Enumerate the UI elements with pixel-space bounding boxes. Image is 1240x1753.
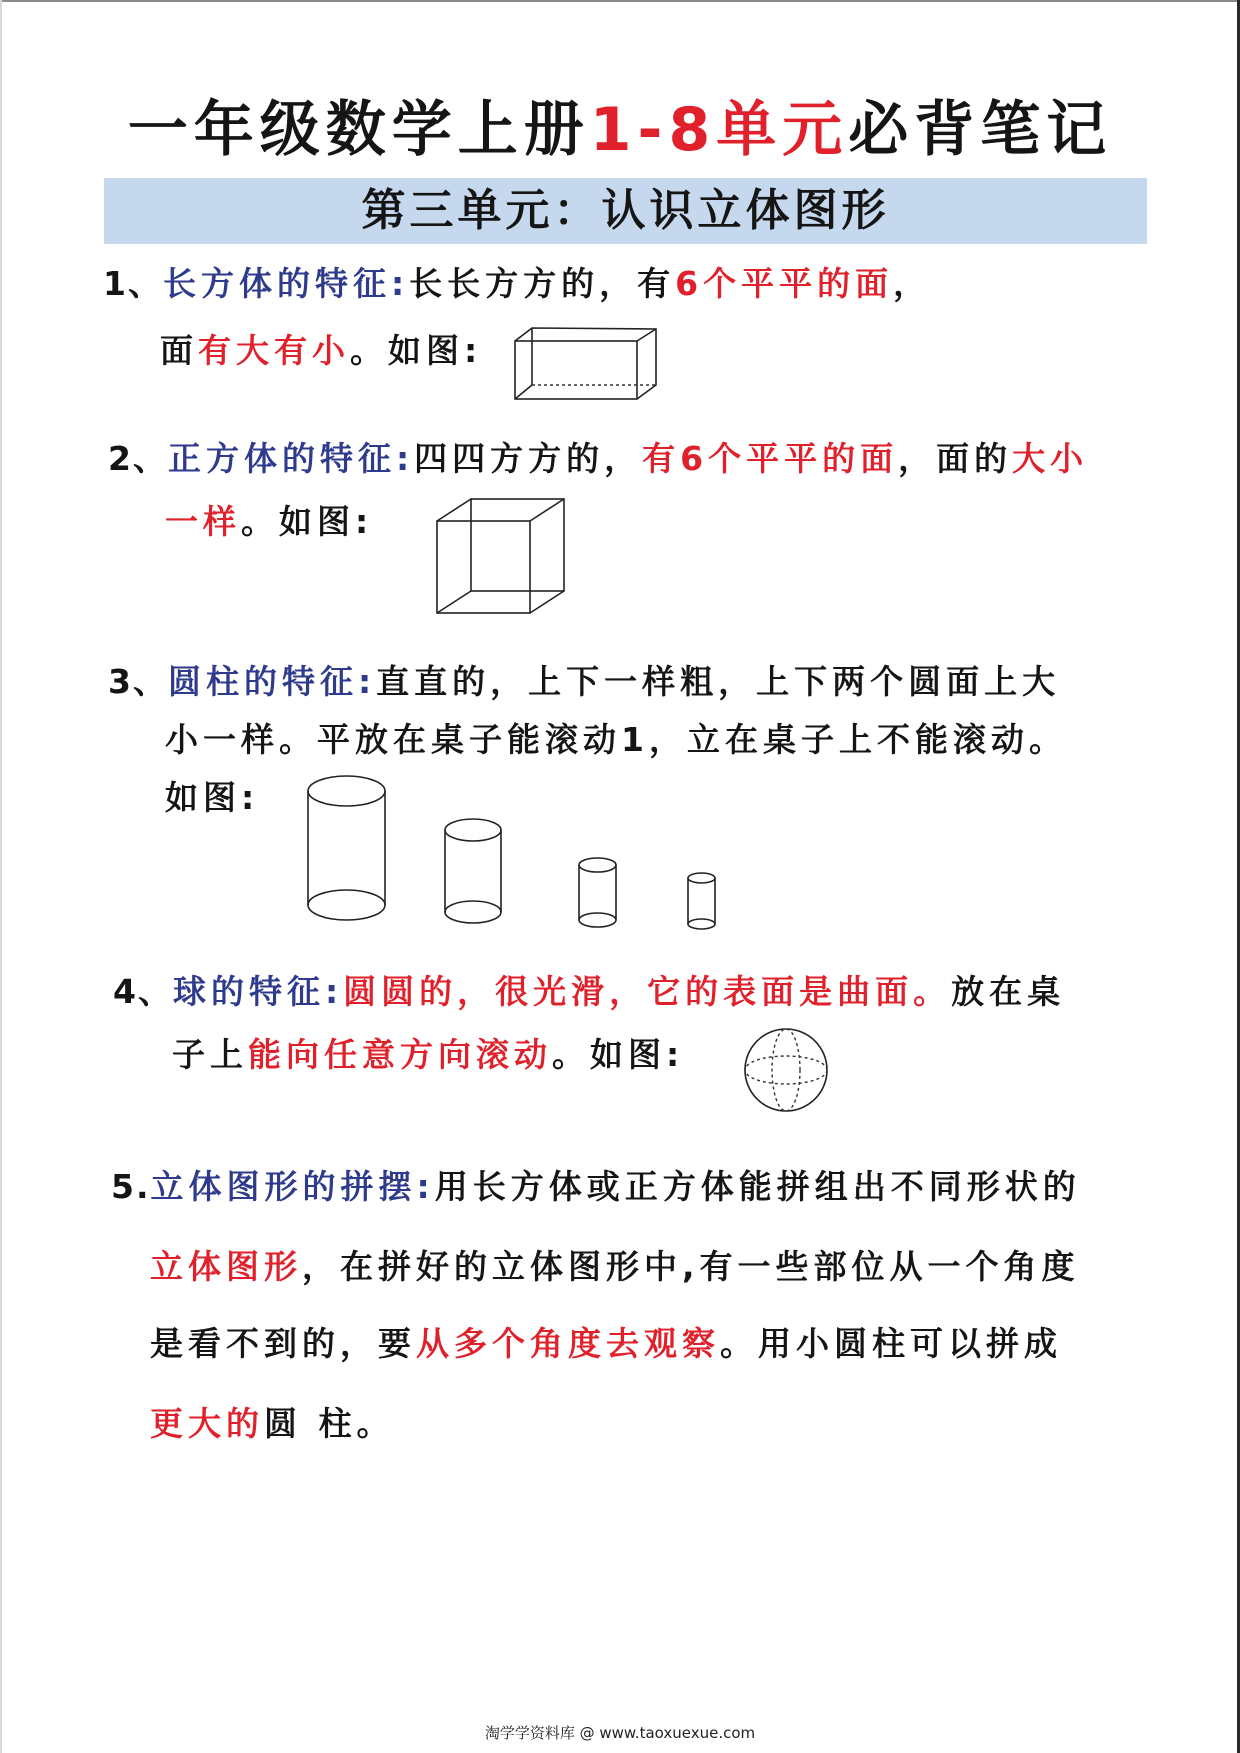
text-run: 用长方体或正方体能拼组出不同形状的 xyxy=(434,1167,1081,1206)
text-run: 子上 xyxy=(172,1035,248,1074)
text-run: 是看不到的，要 xyxy=(150,1324,416,1363)
section-3-number: 3、 xyxy=(108,662,168,701)
text-run: ， xyxy=(893,264,932,303)
title-part-3: 必背笔记 xyxy=(848,95,1113,165)
text-run: 直直的，上下一样粗，上下两个圆面上大 xyxy=(376,662,1061,701)
section-2-heading: 正方体的特征: xyxy=(167,439,415,478)
section-4-number: 4、 xyxy=(113,972,173,1011)
section-3-heading: 圆柱的特征: xyxy=(167,662,377,701)
section-1-number: 1、 xyxy=(103,264,163,303)
title-part-1: 一年级数学上册 xyxy=(127,95,590,165)
text-run: 如图: xyxy=(165,778,260,817)
text-run: 。如图: xyxy=(241,502,374,541)
text-run: ，在拼好的立体图形中,有一些部位从一个角度 xyxy=(302,1247,1080,1286)
text-run: 面 xyxy=(160,331,198,370)
text-run: 圆 柱。 xyxy=(264,1404,395,1443)
text-run: ，面的 xyxy=(898,439,1013,478)
text-run: 放在桌 xyxy=(951,972,1066,1011)
text-run: 大小 xyxy=(1012,439,1089,478)
text-run: 。用小圆柱可以拼成 xyxy=(720,1324,1062,1363)
footer-watermark: 淘学学资料库 @ www.taoxuexue.com xyxy=(484,1724,756,1742)
section-2-number: 2、 xyxy=(108,439,168,478)
text-run: 圆圆的，很光滑，它的表面是曲面。 xyxy=(343,972,952,1011)
text-run: 有大有小 xyxy=(198,331,350,370)
text-run: 。如图: xyxy=(552,1035,685,1074)
section-1-heading: 长方体的特征: xyxy=(162,264,410,303)
text-run: 更大的 xyxy=(150,1404,264,1443)
text-run: 。如图: xyxy=(350,331,483,370)
text-run: 四四方方的， xyxy=(414,439,643,478)
text-run: 立体图形 xyxy=(150,1247,302,1286)
section-5-line-2 xyxy=(150,1245,1080,1289)
section-4-heading: 球的特征: xyxy=(172,972,344,1011)
section-5-line-4 xyxy=(150,1402,395,1446)
unit-banner-text: 第三单元：认识立体图形 xyxy=(361,185,890,236)
section-5-number: 5. xyxy=(111,1167,151,1206)
section-5-line-1 xyxy=(111,1165,1081,1209)
section-5-line-3 xyxy=(150,1322,1062,1366)
text-run: 小一样。平放在桌子能滚动1，立在桌子上不能滚动。 xyxy=(165,720,1067,759)
text-run: 能向任意方向滚动 xyxy=(248,1035,552,1074)
text-run: 一样 xyxy=(165,502,241,541)
title-part-2: 1-8单元 xyxy=(589,95,849,165)
text-run: 6个平平的面 xyxy=(675,264,894,303)
text-run: 有6个平平的面 xyxy=(642,439,899,478)
text-run: 长长方方的，有 xyxy=(409,264,676,303)
text-run: 从多个角度去观察 xyxy=(416,1324,720,1363)
section-5-heading: 立体图形的拼摆: xyxy=(150,1167,435,1206)
